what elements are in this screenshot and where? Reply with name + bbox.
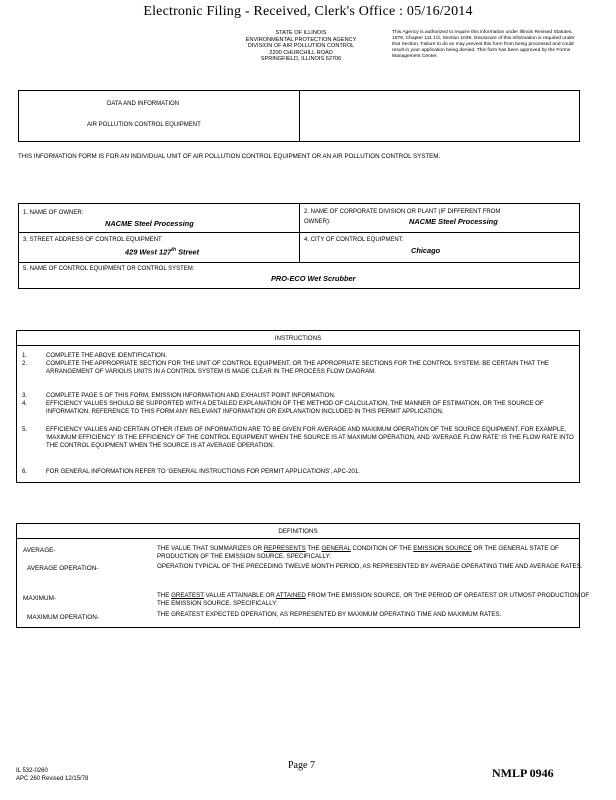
def-avg-u3: EMISSION SOURCE (413, 545, 472, 552)
definition-average (157, 545, 593, 560)
identification-box (18, 203, 580, 289)
agency-line: STATE OF ILLINOIS (275, 30, 327, 36)
agency-line: ENVIRONMENTAL PROTECTION AGENCY (245, 36, 357, 43)
def-max-u1: GREATEST (171, 592, 204, 599)
equipment-name-value[interactable]: PRO-ECO Wet Scrubber (271, 274, 356, 283)
instruction-text: COMPLETE THE ABOVE IDENTIFICATION. (46, 352, 167, 359)
agency-line: SPRINGFIELD, ILLINOIS 62706 (260, 56, 342, 63)
bates-number: NMLP 0946 (492, 766, 554, 780)
equipment-name-label: 5. NAME OF CONTROL EQUIPMENT OR CONTROL SYSTEM: (23, 266, 195, 272)
info-note: THIS INFORMATION FORM IS FOR AN INDIVIDUAL UNIT OF AIR POLLUTION CONTROL EQUIPMENT OR AN AIR POLLUTION CONTROL SYSTEM. (18, 153, 441, 160)
owner-label: 1. NAME OF OWNER: (23, 210, 84, 216)
instruction-number: 6. (22, 468, 28, 475)
street-value-pre: 429 West 127 (125, 247, 172, 257)
owner-value[interactable]: NACME Steel Processing (105, 219, 194, 228)
corp-label: 2. NAME OF CORPORATE DIVISION OR PLANT (IF DIFFERENT FROM (304, 209, 501, 215)
title-line-2: AIR POLLUTION CONTROL EQUIPMENT (87, 122, 201, 128)
street-value[interactable] (125, 247, 199, 256)
instruction-text: FOR GENERAL INFORMATION REFER TO 'GENERAL INSTRUCTIONS FOR PERMIT APPLICATIONS', APC-201. (46, 468, 360, 475)
def-avg-c: CONDITION OF THE (350, 545, 414, 552)
title-line-1: DATA AND INFORMATION (107, 101, 180, 107)
def-avg-b: THE (305, 545, 322, 552)
form-id: IL 532-0260 (16, 768, 48, 774)
city-value[interactable]: Chicago (411, 246, 441, 255)
def-max-b: VALUE ATTAINABLE OR (203, 592, 277, 599)
def-avg-a: THE VALUE THAT SUMMARIZES OR (157, 545, 264, 552)
instruction-number: 1. (22, 352, 28, 359)
title-box (18, 90, 580, 142)
term-maximum: MAXIMUM- (23, 595, 57, 602)
definition-maximum (157, 592, 593, 607)
street-value-post: Street (176, 247, 200, 257)
corp-label-2: OWNER): (304, 219, 331, 225)
street-value-sup: th (171, 247, 177, 253)
agency-line: 2200 CHURCHILL ROAD (269, 49, 333, 56)
def-max-a: THE (157, 592, 172, 599)
instruction-number: 2. (22, 360, 28, 367)
agency-block (222, 30, 380, 63)
definitions-box (16, 523, 590, 628)
instruction-text: EFFICIENCY VALUES SHOULD BE SUPPORTED WITH A DETAILED EXPLANATION OF THE METHOD OF CALCULATION, THE MANNER OF ESTIMATION, OR THE SOURCE OF INFORMATION. REFERENCE TO THIS FORM ANY RELEVANT INFORMATION OR EXPLANATION INCLUDED IN THIS PERMIT APPLICATION. (46, 400, 544, 415)
def-avg-u1: REPRESENTS (263, 545, 306, 552)
street-label: 3. STREET ADDRESS OF CONTROL EQUIPMENT (23, 237, 162, 243)
definition-maximum-operation: THE GREATEST EXPECTED OPERATION, AS REPRESENTED BY MAXIMUM OPERATING TIME AND MAXIMUM RATES. (157, 611, 502, 618)
authority-notice: This Agency is authorized to require this information under Illinois Revised Statutes, 1979, Chapter 111 1/2, Section 1039. Disclosure of this information is required under that Section. Failure to do so may prevent this form from being processed and could result in your application being denied. This form has been approved by the Forms Management Center. (392, 30, 575, 59)
term-maximum-operation: MAXIMUM OPERATION- (27, 614, 99, 621)
corp-value[interactable]: NACME Steel Processing (409, 217, 498, 226)
instructions-heading: INSTRUCTIONS (274, 335, 322, 342)
filing-stamp: Electronic Filing - Received, Clerk's Office : 05/16/2014 (143, 4, 473, 19)
instruction-number: 3. (22, 392, 28, 399)
def-avg-u2: GENERAL (321, 545, 351, 552)
agency-line: DIVISION OF AIR POLLUTION CONTROL (247, 43, 355, 50)
form-revision: APC 260 Revised 12/15/78 (16, 776, 89, 782)
term-average-operation: AVERAGE OPERATION- (27, 565, 99, 572)
page-number: Page 7 (288, 760, 315, 771)
def-max-u2: ATTAINED (276, 592, 306, 599)
city-label: 4. CITY OF CONTROL EQUIPMENT: (304, 237, 404, 243)
instruction-number: 5. (22, 426, 28, 433)
instruction-number: 4. (22, 400, 28, 407)
definition-average-operation: OPERATION TYPICAL OF THE PRECEDING TWELVE MONTH PERIOD, AS REPRESENTED BY AVERAGE OPERATING TIME AND AVERAGE RATES. (157, 563, 583, 570)
instruction-text: COMPLETE THE APPROPRIATE SECTION FOR THE UNIT OF CONTROL EQUIPMENT, OR THE APPROPRIATE SECTIONS FOR THE CONTROL SYSTEM. BE CERTAIN THAT THE ARRANGEMENT OF VARIOUS UNITS IN A CONTROL SYSTEM IS MADE CLEAR IN THE PROCESS FLOW DIAGRAM. (46, 360, 549, 375)
instruction-text: EFFICIENCY VALUES AND CERTAIN OTHER ITEMS OF INFORMATION ARE TO BE GIVEN FOR AVERAGE AND MAXIMUM OPERATION OF THE SOURCE EQUIPMENT. FOR EXAMPLE, 'MAXIMUM EFFICIENCY' IS THE EFFICIENCY OF THE CONTROL EQUIPMENT WHEN THE SOURCE IS AT MAXIMUM OPERATION, AND 'AVERAGE FLOW RATE' IS THE FLOW RATE INTO THE CONTROL EQUIPMENT WHEN THE SOURCE IS AT AVERAGE OPERATION. (46, 426, 574, 449)
definitions-heading: DEFINITIONS (278, 528, 318, 535)
def-max-c: FROM THE EMISSION SOURCE, OR THE PERIOD OF GREATEST OR UTMOST PRODUCTION OF THE EMISSION SOURCE. SPECIFICALLY: (157, 592, 590, 607)
def-avg-d: OR THE GENERAL STATE OF PRODUCTION OF THE EMISSION SOURCE. SPECIFICALLY: (157, 545, 559, 560)
instruction-text: COMPLETE PAGE 5 OF THIS FORM, EMISSION INFORMATION AND EXHAUST POINT INFORMATION. (46, 392, 336, 399)
term-average: AVERAGE- (23, 547, 56, 554)
